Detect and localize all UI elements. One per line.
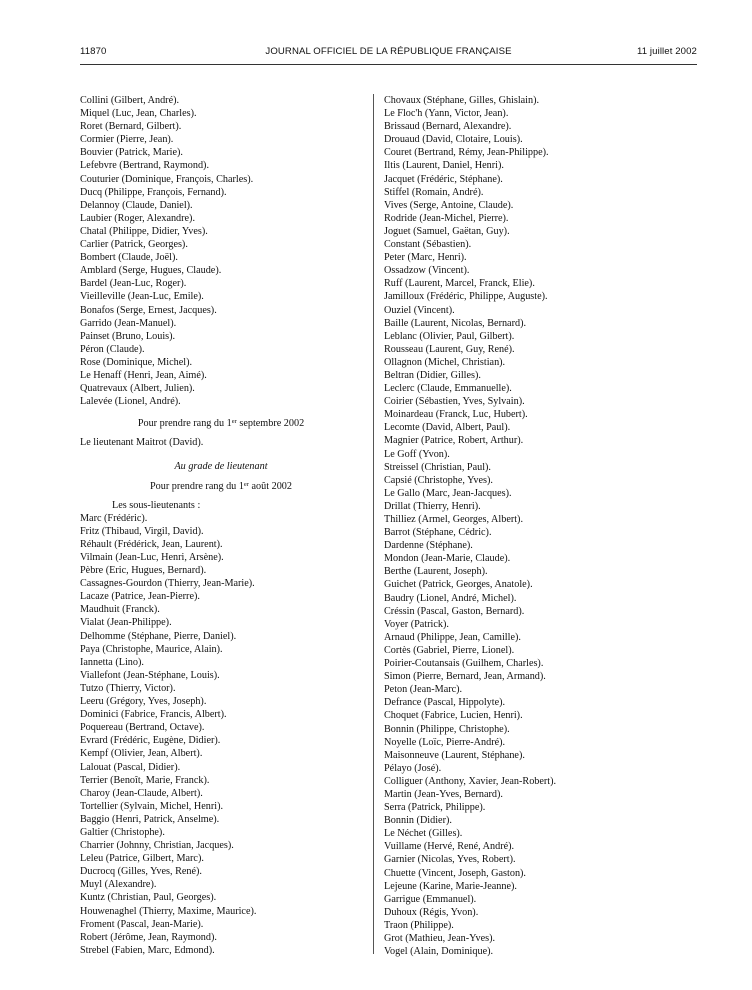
- name-entry: Simon (Pierre, Bernard, Jean, Armand).: [384, 671, 546, 683]
- name-entry: Le Néchet (Gilles).: [384, 828, 463, 840]
- name-entry: Baudry (Lionel, André, Michel).: [384, 592, 517, 604]
- name-entry: Paya (Christophe, Maurice, Alain).: [80, 643, 223, 655]
- name-entry: Vieilleville (Jean-Luc, Emile).: [80, 291, 204, 303]
- name-entry: Bonafos (Serge, Ernest, Jacques).: [80, 304, 217, 316]
- name-entry: Le Goff (Yvon).: [384, 448, 450, 460]
- name-entry: Peton (Jean-Marc).: [384, 684, 463, 696]
- name-entry: Constant (Sébastien).: [384, 239, 472, 251]
- name-entry: Leleu (Patrice, Gilbert, Marc).: [80, 853, 204, 865]
- name-entry: Magnier (Patrice, Robert, Arthur).: [384, 435, 524, 447]
- name-entry: Baggio (Henri, Patrick, Anselme).: [80, 813, 220, 825]
- name-entry: Marc (Frédéric).: [80, 512, 148, 524]
- column-divider: [373, 94, 374, 954]
- name-entry: Bonnin (Philippe, Christophe).: [384, 723, 510, 735]
- name-entry: Péron (Claude).: [80, 343, 145, 355]
- name-entry: Maisonneuve (Laurent, Stéphane).: [384, 749, 525, 761]
- name-entry: Garrigue (Emmanuel).: [384, 893, 477, 905]
- name-entry: Charoy (Jean-Claude, Albert).: [80, 787, 203, 799]
- name-entry: Ossadzow (Vincent).: [384, 265, 470, 277]
- name-entry: Lalouat (Pascal, Didier).: [80, 761, 181, 773]
- name-entry: Roret (Bernard, Gilbert).: [80, 121, 182, 133]
- name-entry: Bardel (Jean-Luc, Roger).: [80, 278, 187, 290]
- name-entry: Lecomte (David, Albert, Paul).: [384, 422, 511, 434]
- name-entry: Leclerc (Claude, Emmanuelle).: [384, 383, 512, 395]
- name-entry: Drillat (Thierry, Henri).: [384, 500, 481, 512]
- name-entry: Miquel (Luc, Jean, Charles).: [80, 108, 197, 120]
- name-entry: Vogel (Alain, Dominique).: [384, 946, 494, 958]
- name-entry: Cassagnes-Gourdon (Thierry, Jean-Marie).: [80, 578, 255, 590]
- name-entry: Delannoy (Claude, Daniel).: [80, 199, 193, 211]
- name-entry: Strebel (Fabien, Marc, Edmond).: [80, 944, 215, 956]
- name-entry: Viallefont (Jean-Stéphane, Louis).: [80, 669, 220, 681]
- name-entry: Le Gallo (Marc, Jean-Jacques).: [384, 487, 512, 499]
- name-entry: Jacquet (Frédéric, Stéphane).: [384, 173, 503, 185]
- name-entry: Coirier (Sébastien, Yves, Sylvain).: [384, 396, 525, 408]
- name-entry: Terrier (Benoît, Marie, Franck).: [80, 774, 210, 786]
- name-entry: Chovaux (Stéphane, Gilles, Ghislain).: [384, 95, 540, 106]
- name-list-group-1: [80, 94, 362, 408]
- name-entry: Tortellier (Sylvain, Michel, Henri).: [80, 800, 224, 812]
- name-entry: Laubier (Roger, Alexandre).: [80, 212, 196, 224]
- name-entry: Le Floc'h (Yann, Victor, Jean).: [384, 108, 509, 120]
- name-entry: Ouziel (Vincent).: [384, 304, 455, 316]
- name-entry: Robert (Jérôme, Jean, Raymond).: [80, 931, 217, 943]
- name-entry: Defrance (Pascal, Hippolyte).: [384, 697, 506, 709]
- name-entry: Traon (Philippe).: [384, 919, 454, 931]
- name-list-group-2: [80, 512, 362, 957]
- name-entry: Evrard (Frédéric, Eugène, Didier).: [80, 735, 221, 747]
- publication-date: 11 juillet 2002: [637, 46, 697, 57]
- name-entry: Vilmain (Jean-Luc, Henri, Arsène).: [80, 552, 224, 563]
- name-entry: Bouvier (Patrick, Marie).: [80, 147, 183, 159]
- name-entry: Dominici (Fabrice, Francis, Albert).: [80, 709, 227, 721]
- name-entry: Froment (Pascal, Jean-Marie).: [80, 918, 204, 930]
- name-entry: Guichet (Patrick, Georges, Anatole).: [384, 579, 533, 591]
- name-entry: Leblanc (Olivier, Paul, Gilbert).: [384, 330, 515, 342]
- rank-date-september: Pour prendre rang du 1er septembre 2002: [137, 418, 305, 430]
- name-entry: Rose (Dominique, Michel).: [80, 356, 193, 368]
- name-entry: Dardenne (Stéphane).: [384, 540, 473, 552]
- name-entry: Kuntz (Christian, Paul, Georges).: [80, 892, 217, 904]
- name-entry: Choquet (Fabrice, Lucien, Henri).: [384, 710, 523, 722]
- name-entry: Galtier (Christophe).: [80, 826, 165, 838]
- name-entry: Bonnin (Didier).: [384, 815, 452, 827]
- name-entry: Moinardeau (Franck, Luc, Hubert).: [384, 409, 528, 421]
- name-entry: Réhault (Frédérick, Jean, Laurent).: [80, 538, 223, 550]
- name-entry: Couturier (Dominique, François, Charles).: [80, 173, 254, 185]
- lieutenant-maitrot-entry: Le lieutenant Maitrot (David).: [80, 437, 204, 449]
- right-column: [384, 94, 684, 958]
- name-entry: Peter (Marc, Henri).: [384, 252, 467, 264]
- name-entry: Ruff (Laurent, Marcel, Franck, Elie).: [384, 278, 535, 290]
- name-entry: Colliguer (Anthony, Xavier, Jean-Robert).: [384, 775, 557, 787]
- name-entry: Muyl (Alexandre).: [80, 879, 157, 891]
- name-entry: Joguet (Samuel, Gaëtan, Guy).: [384, 225, 510, 237]
- name-entry: Iltis (Laurent, Daniel, Henri).: [384, 160, 504, 172]
- name-entry: Tutzo (Thierry, Victor).: [80, 682, 176, 694]
- name-entry: Brissaud (Bernard, Alexandre).: [384, 121, 512, 133]
- name-entry: Lalevée (Lionel, André).: [80, 396, 181, 408]
- name-entry: Charrier (Johnny, Christian, Jacques).: [80, 840, 234, 852]
- rank-date-august: Pour prendre rang du 1er août 2002: [149, 480, 292, 492]
- name-entry: Garnier (Nicolas, Yves, Robert).: [384, 854, 516, 866]
- sous-lieutenants-label: Les sous-lieutenants :: [112, 499, 201, 511]
- name-entry: Capsié (Christophe, Yves).: [384, 474, 493, 486]
- name-entry: Ducrocq (Gilles, Yves, René).: [80, 866, 202, 878]
- name-entry: Cortès (Gabriel, Pierre, Lionel).: [384, 644, 515, 656]
- grade-heading: Au grade de lieutenant: [174, 461, 268, 473]
- name-entry: Créssin (Pascal, Gaston, Bernard).: [384, 605, 525, 617]
- name-entry: Vuillame (Hervé, René, André).: [384, 841, 515, 853]
- name-entry: Maudhuit (Franck).: [80, 604, 160, 616]
- name-entry: Couret (Bertrand, Rémy, Jean-Philippe).: [384, 147, 549, 159]
- name-entry: Bombert (Claude, Joël).: [80, 252, 178, 264]
- name-entry: Barrot (Stéphane, Cédric).: [384, 527, 492, 539]
- left-column: [80, 94, 362, 957]
- page-number: 11870: [80, 46, 107, 57]
- name-entry: Mondon (Jean-Marie, Claude).: [384, 553, 511, 565]
- name-entry: Baille (Laurent, Nicolas, Bernard).: [384, 317, 527, 329]
- name-entry: Stiffel (Romain, André).: [384, 186, 484, 198]
- name-entry: Ducq (Philippe, François, Fernand).: [80, 186, 227, 198]
- name-entry: Arnaud (Philippe, Jean, Camille).: [384, 631, 521, 643]
- name-entry: Jamilloux (Frédéric, Philippe, Auguste).: [384, 291, 548, 303]
- name-entry: Pèbre (Eric, Hugues, Bernard).: [80, 565, 207, 577]
- name-entry: Streissel (Christian, Paul).: [384, 461, 491, 473]
- name-entry: Le Henaff (Henri, Jean, Aimé).: [80, 369, 207, 381]
- name-entry: Lefebvre (Bertrand, Raymond).: [80, 160, 209, 172]
- name-entry: Voyer (Patrick).: [384, 618, 449, 630]
- page-header: [80, 46, 697, 60]
- name-entry: Cormier (Pierre, Jean).: [80, 134, 174, 146]
- name-entry: Thilliez (Armel, Georges, Albert).: [384, 514, 523, 525]
- name-entry: Ollagnon (Michel, Christian).: [384, 356, 506, 368]
- name-entry: Amblard (Serge, Hugues, Claude).: [80, 265, 222, 277]
- name-entry: Leeru (Grégory, Yves, Joseph).: [80, 696, 207, 708]
- name-entry: Drouaud (David, Clotaire, Louis).: [384, 134, 523, 146]
- name-entry: Serra (Patrick, Philippe).: [384, 802, 486, 814]
- name-entry: Noyelle (Loïc, Pierre-André).: [384, 736, 506, 748]
- journal-title: JOURNAL OFFICIEL DE LA RÉPUBLIQUE FRANÇAISE: [265, 46, 512, 57]
- name-entry: Iannetta (Lino).: [80, 656, 144, 668]
- name-entry: Lejeune (Karine, Marie-Jeanne).: [384, 880, 517, 892]
- name-entry: Grot (Mathieu, Jean-Yves).: [384, 933, 496, 944]
- name-entry: Vialat (Jean-Philippe).: [80, 617, 172, 629]
- name-entry: Rodride (Jean-Michel, Pierre).: [384, 212, 509, 224]
- name-entry: Chuette (Vincent, Joseph, Gaston).: [384, 867, 526, 879]
- name-entry: Lacaze (Patrice, Jean-Pierre).: [80, 591, 200, 603]
- name-entry: Collini (Gilbert, André).: [80, 95, 180, 106]
- name-entry: Beltran (Didier, Gilles).: [384, 369, 481, 381]
- name-entry: Houwenaghel (Thierry, Maxime, Maurice).: [80, 905, 257, 917]
- name-entry: Poquereau (Bertrand, Octave).: [80, 722, 205, 734]
- name-entry: Garrido (Jean-Manuel).: [80, 317, 177, 329]
- name-entry: Carlier (Patrick, Georges).: [80, 239, 188, 251]
- name-list-right: [384, 94, 684, 958]
- name-entry: Chatal (Philippe, Didier, Yves).: [80, 225, 208, 237]
- name-entry: Quatrevaux (Albert, Julien).: [80, 383, 195, 395]
- name-entry: Fritz (Thibaud, Virgil, David).: [80, 525, 204, 537]
- name-entry: Painset (Bruno, Louis).: [80, 330, 176, 342]
- name-entry: Pélayo (José).: [384, 762, 442, 774]
- name-entry: Poirier-Coutansais (Guilhem, Charles).: [384, 658, 544, 670]
- name-entry: Delhomme (Stéphane, Pierre, Daniel).: [80, 630, 237, 642]
- header-rule: [80, 64, 697, 65]
- name-entry: Kempf (Olivier, Jean, Albert).: [80, 748, 203, 760]
- name-entry: Martin (Jean-Yves, Bernard).: [384, 788, 503, 800]
- name-entry: Vives (Serge, Antoine, Claude).: [384, 199, 514, 211]
- name-entry: Duhoux (Régis, Yvon).: [384, 906, 479, 918]
- name-entry: Rousseau (Laurent, Guy, René).: [384, 343, 515, 355]
- name-entry: Berthe (Laurent, Joseph).: [384, 566, 488, 578]
